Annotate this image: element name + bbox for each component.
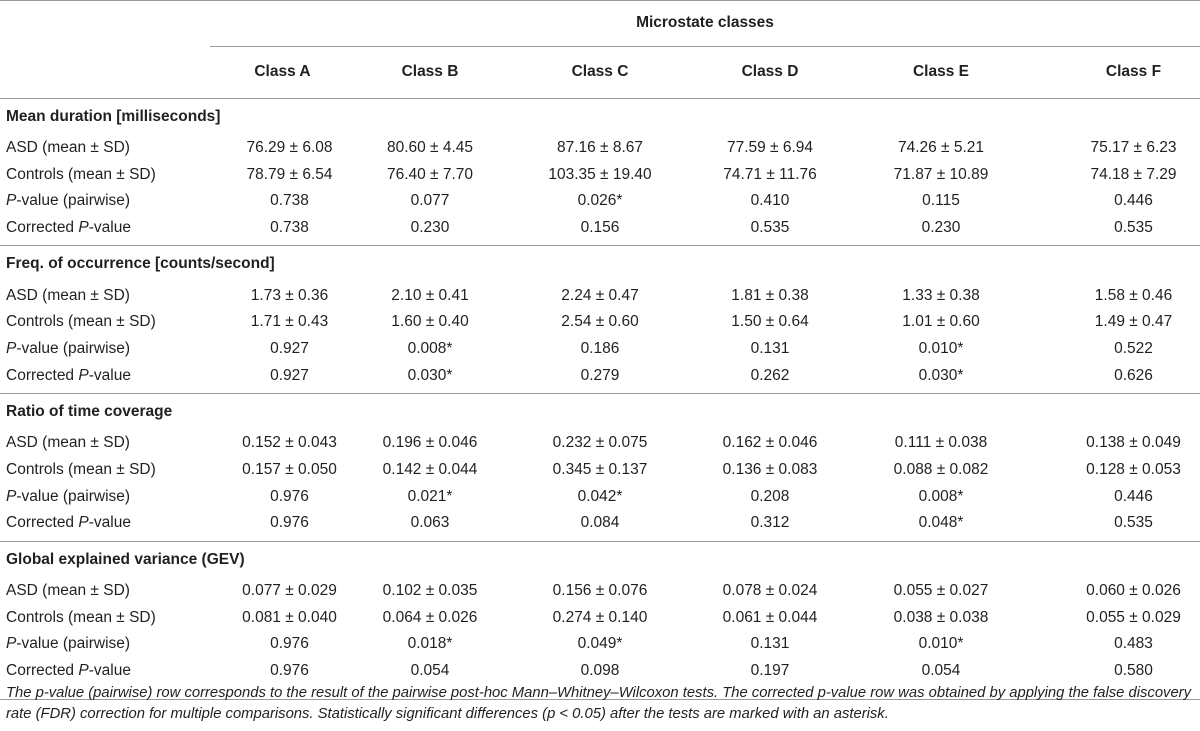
- cell: 0.077: [410, 192, 450, 210]
- table-row: [0, 188, 1200, 215]
- cell: 0.976: [270, 662, 309, 680]
- cell: 0.156: [580, 218, 620, 236]
- cell: 0.060 ± 0.026: [1086, 582, 1181, 600]
- cell: 0.927: [270, 339, 309, 357]
- cell: 76.40 ± 7.70: [386, 165, 474, 183]
- row-label: Corrected P-value: [6, 514, 131, 532]
- cell: 0.049*: [577, 635, 623, 653]
- cell: 0.738: [270, 192, 309, 210]
- cell: 0.535: [1114, 514, 1153, 532]
- table-row: [0, 336, 1200, 363]
- table-row: [0, 135, 1200, 162]
- cell: 0.535: [1114, 218, 1153, 236]
- cell: 0.230: [921, 218, 961, 236]
- cell: 0.088 ± 0.082: [893, 461, 989, 479]
- cell: 0.131: [750, 339, 790, 357]
- cell: 0.738: [270, 218, 309, 236]
- cell: 0.535: [750, 218, 790, 236]
- row-label: P-value (pairwise): [6, 635, 131, 653]
- cell: 0.054: [410, 662, 450, 680]
- cell: 0.483: [1114, 635, 1153, 653]
- cell: 74.18 ± 7.29: [1090, 165, 1177, 183]
- section-title: Global explained variance (GEV): [0, 541, 1200, 578]
- class-c-header: Class C: [515, 46, 685, 98]
- cell: 0.010*: [918, 635, 964, 653]
- cell: 0.081 ± 0.040: [242, 608, 337, 626]
- row-label: P-value (pairwise): [6, 192, 131, 210]
- cell: 0.262: [750, 366, 790, 384]
- row-label: Controls (mean ± SD): [6, 165, 156, 183]
- class-header-row: [0, 46, 1200, 98]
- cell: 0.410: [750, 192, 790, 210]
- cell: 0.197: [750, 662, 790, 680]
- table-row: [0, 215, 1200, 246]
- cell: 76.29 ± 6.08: [246, 138, 333, 156]
- row-label: Controls (mean ± SD): [6, 461, 156, 479]
- cell: 1.71 ± 0.43: [250, 313, 329, 331]
- cell: 71.87 ± 10.89: [893, 165, 989, 183]
- cell: 0.030*: [918, 366, 964, 384]
- cell: 74.71 ± 11.76: [723, 165, 817, 183]
- cell: 0.232 ± 0.075: [552, 434, 648, 452]
- cell: 0.115: [922, 192, 960, 210]
- cell: 0.008*: [407, 339, 453, 357]
- class-e-header: Class E: [855, 46, 1027, 98]
- row-label: Corrected P-value: [6, 662, 131, 680]
- table-row: [0, 457, 1200, 484]
- cell: 0.084: [580, 514, 620, 532]
- section-title: Mean duration [milliseconds]: [0, 98, 1200, 135]
- cell: 0.522: [1114, 339, 1153, 357]
- cell: 0.274 ± 0.140: [552, 608, 648, 626]
- cell: 0.312: [750, 514, 790, 532]
- cell: 0.038 ± 0.038: [893, 608, 989, 626]
- cell: 1.49 ± 0.47: [1094, 313, 1173, 331]
- cell: 0.055 ± 0.027: [893, 582, 989, 600]
- cell: 0.230: [410, 218, 450, 236]
- cell: 0.142 ± 0.044: [382, 461, 478, 479]
- cell: 75.17 ± 6.23: [1090, 138, 1177, 156]
- cell: 0.196 ± 0.046: [382, 434, 478, 452]
- table-row: [0, 604, 1200, 631]
- cell: 0.157 ± 0.050: [242, 461, 337, 479]
- cell: 0.078 ± 0.024: [722, 582, 818, 600]
- cell: 0.279: [580, 366, 620, 384]
- row-label: Controls (mean ± SD): [6, 608, 156, 626]
- cell: 0.061 ± 0.044: [722, 608, 818, 626]
- table-row: [0, 483, 1200, 510]
- cell: 0.208: [750, 487, 790, 505]
- cell: 0.010*: [918, 339, 964, 357]
- section-time-coverage: [0, 394, 1200, 542]
- cell: 0.976: [270, 635, 309, 653]
- cell: 0.345 ± 0.137: [552, 461, 648, 479]
- cell: 0.008*: [918, 487, 964, 505]
- cell: 1.01 ± 0.60: [902, 313, 980, 331]
- cell: 0.138 ± 0.049: [1086, 434, 1181, 452]
- cell: 0.098: [580, 662, 620, 680]
- class-b-header: Class B: [345, 46, 515, 98]
- table-row: [0, 161, 1200, 188]
- cell: 1.50 ± 0.64: [731, 313, 809, 331]
- cell: 1.58 ± 0.46: [1094, 286, 1173, 304]
- cell: 0.162 ± 0.046: [722, 434, 818, 452]
- class-a-header: Class A: [210, 46, 345, 98]
- section-gev: [0, 541, 1200, 699]
- cell: 0.102 ± 0.035: [382, 582, 478, 600]
- class-d-header: Class D: [685, 46, 855, 98]
- cell: 0.976: [270, 487, 309, 505]
- cell: 87.16 ± 8.67: [556, 138, 644, 156]
- cell: 0.063: [410, 514, 450, 532]
- table-row: [0, 309, 1200, 336]
- cell: 0.042*: [577, 487, 623, 505]
- cell: 103.35 ± 19.40: [548, 165, 652, 183]
- row-label: P-value (pairwise): [6, 339, 131, 357]
- section-title: Freq. of occurrence [counts/second]: [0, 246, 1200, 283]
- cell: 2.24 ± 0.47: [561, 286, 639, 304]
- cell: 0.580: [1114, 662, 1153, 680]
- cell: 77.59 ± 6.94: [726, 138, 814, 156]
- cell: 0.048*: [918, 514, 964, 532]
- cell: 1.73 ± 0.36: [250, 286, 329, 304]
- cell: 0.186: [580, 339, 620, 357]
- cell: 0.054: [921, 662, 961, 680]
- cell: 0.152 ± 0.043: [242, 434, 337, 452]
- cell: 78.79 ± 6.54: [246, 165, 333, 183]
- section-frequency: [0, 246, 1200, 394]
- cell: 1.81 ± 0.38: [731, 286, 809, 304]
- table-row: [0, 631, 1200, 658]
- cell: 0.026*: [577, 192, 623, 210]
- cell: 80.60 ± 4.45: [386, 138, 474, 156]
- table-row: [0, 578, 1200, 605]
- table-row: [0, 510, 1200, 541]
- cell: 0.446: [1114, 192, 1153, 210]
- cell: 0.128 ± 0.053: [1086, 461, 1181, 479]
- row-label: P-value (pairwise): [6, 487, 131, 505]
- cell: 0.055 ± 0.029: [1086, 608, 1181, 626]
- table-footnote: The p-value (pairwise) row corresponds to the result of the pairwise post-hoc Mann–Whitney–Wilcoxon tests. The corrected p-value row was obtained by applying the false discovery rate (FDR) correction for multiple comparisons. Statistically significant differences (p < 0.05) after the tests are marked with an asterisk.: [6, 685, 1192, 722]
- section-title: Ratio of time coverage: [0, 394, 1200, 431]
- cell: 0.976: [270, 514, 309, 532]
- cell: 0.064 ± 0.026: [382, 608, 478, 626]
- cell: 0.030*: [407, 366, 453, 384]
- row-label: Corrected P-value: [6, 366, 131, 384]
- cell: 74.26 ± 5.21: [897, 138, 985, 156]
- cell: 0.077 ± 0.029: [242, 582, 337, 600]
- row-label: ASD (mean ± SD): [6, 286, 130, 304]
- row-label: Controls (mean ± SD): [6, 313, 156, 331]
- cell: 0.446: [1114, 487, 1153, 505]
- cell: 0.136 ± 0.083: [722, 461, 818, 479]
- table-row: [0, 430, 1200, 457]
- cell: 2.54 ± 0.60: [561, 313, 639, 331]
- cell: 0.131: [750, 635, 790, 653]
- row-label: Corrected P-value: [6, 218, 131, 236]
- section-mean-duration: [0, 98, 1200, 246]
- table-row: [0, 362, 1200, 393]
- class-f-header: Class F: [1027, 46, 1200, 98]
- row-label: ASD (mean ± SD): [6, 434, 130, 452]
- cell: 0.021*: [407, 487, 453, 505]
- cell: 0.111 ± 0.038: [894, 434, 988, 452]
- cell: 1.60 ± 0.40: [391, 313, 469, 331]
- table-row: [0, 282, 1200, 309]
- cell: 1.33 ± 0.38: [902, 286, 980, 304]
- cell: 0.927: [270, 366, 309, 384]
- row-label: ASD (mean ± SD): [6, 582, 130, 600]
- cell: 0.018*: [407, 635, 453, 653]
- row-label: ASD (mean ± SD): [6, 138, 130, 156]
- cell: 0.626: [1114, 366, 1153, 384]
- cell: 2.10 ± 0.41: [391, 286, 469, 304]
- cell: 0.156 ± 0.076: [552, 582, 648, 600]
- group-title: Microstate classes: [636, 14, 774, 32]
